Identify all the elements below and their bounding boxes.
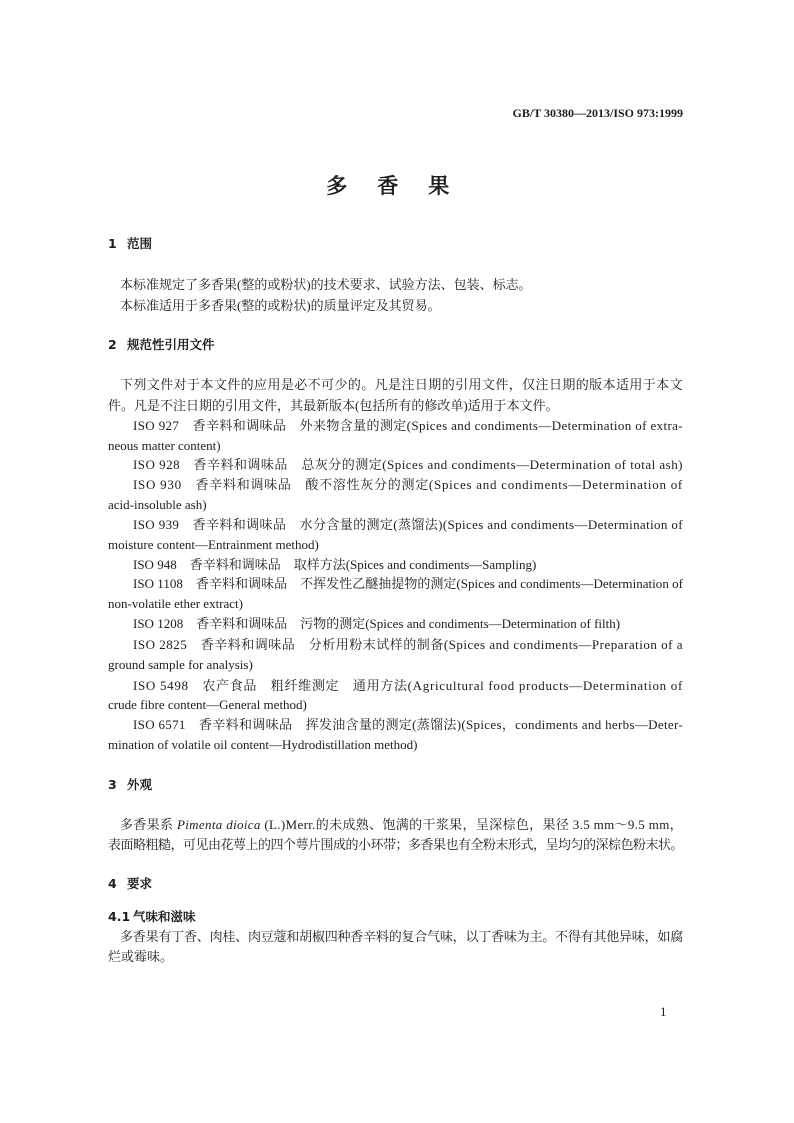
section-number: 2 — [108, 337, 117, 352]
section-number: 4 — [108, 876, 117, 891]
document-title: 多 香 果 — [326, 174, 454, 198]
reference-entry-iso-2825: ISO 2825 香辛料和调味品 分析用粉末试样的制备(Spices and condiments—Preparation of a — [133, 637, 683, 652]
subsection-4-1-heading — [108, 907, 196, 927]
reference-entry-iso-6571: ISO 6571 香辛料和调味品 挥发油含量的测定(蒸馏法)(Spices，condiments and herbs—Deter- — [133, 717, 683, 732]
appearance-paragraph-line — [120, 815, 683, 835]
subsection-title: 气味和滋味 — [133, 909, 196, 924]
section-4-heading — [108, 874, 152, 894]
section-title: 要求 — [127, 876, 153, 891]
reference-entry-continuation: non-volatile ether extract) — [108, 596, 243, 611]
reference-entry-continuation: crude fibre content—General method) — [108, 697, 307, 712]
reference-entry-iso-927: ISO 927 香辛料和调味品 外来物含量的测定(Spices and condiments—Determination of extra- — [133, 418, 683, 433]
section-title: 规范性引用文件 — [127, 337, 215, 352]
reference-entry-continuation: moisture content—Entrainment method) — [108, 537, 319, 552]
odour-flavour-paragraph-line: 烂或霉味。 — [108, 949, 174, 964]
reference-entry-continuation: mination of volatile oil content—Hydrodistillation method) — [108, 737, 418, 752]
odour-flavour-paragraph-line: 多香果有丁香、肉桂、肉豆蔻和胡椒四种香辛料的复合气味，以丁香味为主。不得有其他异味，如腐 — [120, 929, 683, 944]
species-name: Pimenta dioica — [176, 817, 261, 832]
reference-entry-iso-939: ISO 939 香辛料和调味品 水分含量的测定(蒸馏法)(Spices and condiments—Determination of — [133, 517, 683, 532]
reference-entry-continuation: acid-insoluble ash) — [108, 497, 207, 512]
reference-entry-continuation: neous matter content) — [108, 438, 221, 453]
section-number: 3 — [108, 777, 117, 792]
reference-entry-iso-930: ISO 930 香辛料和调味品 酸不溶性灰分的测定(Spices and condiments—Determination of — [133, 477, 683, 492]
appearance-text: (L.)Merr.的未成熟、饱满的干浆果，呈深棕色，果径 3.5 mm～9.5 mm， — [260, 817, 683, 832]
section-1-heading — [108, 234, 152, 254]
reference-entry-iso-5498: ISO 5498 农产食品 粗纤维测定 通用方法(Agricultural food products—Determination of — [133, 678, 683, 693]
references-intro-line: 件。凡是不注日期的引用文件，其最新版本(包括所有的修改单)适用于本文件。 — [108, 398, 559, 413]
reference-entry-iso-928: ISO 928 香辛料和调味品 总灰分的测定(Spices and condiments—Determination of total ash) — [133, 457, 683, 472]
scope-paragraph-1: 本标准规定了多香果(整的或粉状)的技术要求、试验方法、包装、标志。 — [120, 277, 532, 292]
appearance-lead-text: 多香果系 — [120, 817, 177, 832]
section-2-heading — [108, 335, 215, 355]
standard-code: GB/T 30380—2013/ISO 973:1999 — [512, 106, 683, 120]
subsection-number: 4.1 — [108, 909, 131, 924]
reference-entry-iso-1208: ISO 1208 香辛料和调味品 污物的测定(Spices and condiments—Determination of filth) — [133, 616, 621, 631]
section-number: 1 — [108, 236, 117, 251]
reference-entry-continuation: ground sample for analysis) — [108, 657, 253, 672]
reference-entry-iso-948: ISO 948 香辛料和调味品 取样方法(Spices and condiments—Sampling) — [133, 557, 537, 572]
references-intro-line: 下列文件对于本文件的应用是必不可少的。凡是注日期的引用文件，仅注日期的版本适用于本文 — [120, 377, 683, 392]
section-title: 范围 — [127, 236, 153, 251]
scope-paragraph-2: 本标准适用于多香果(整的或粉状)的质量评定及其贸易。 — [120, 298, 441, 313]
appearance-paragraph-line: 表面略粗糙，可见由花萼上的四个萼片围成的小环带；多香果也有全粉末形式，呈均匀的深棕色粉末状。 — [108, 837, 683, 852]
section-title: 外观 — [127, 777, 153, 792]
reference-entry-iso-1108: ISO 1108 香辛料和调味品 不挥发性乙醚抽提物的测定(Spices and condiments—Determination of — [133, 576, 683, 591]
section-3-heading — [108, 775, 152, 795]
page-number: 1 — [660, 1004, 667, 1019]
